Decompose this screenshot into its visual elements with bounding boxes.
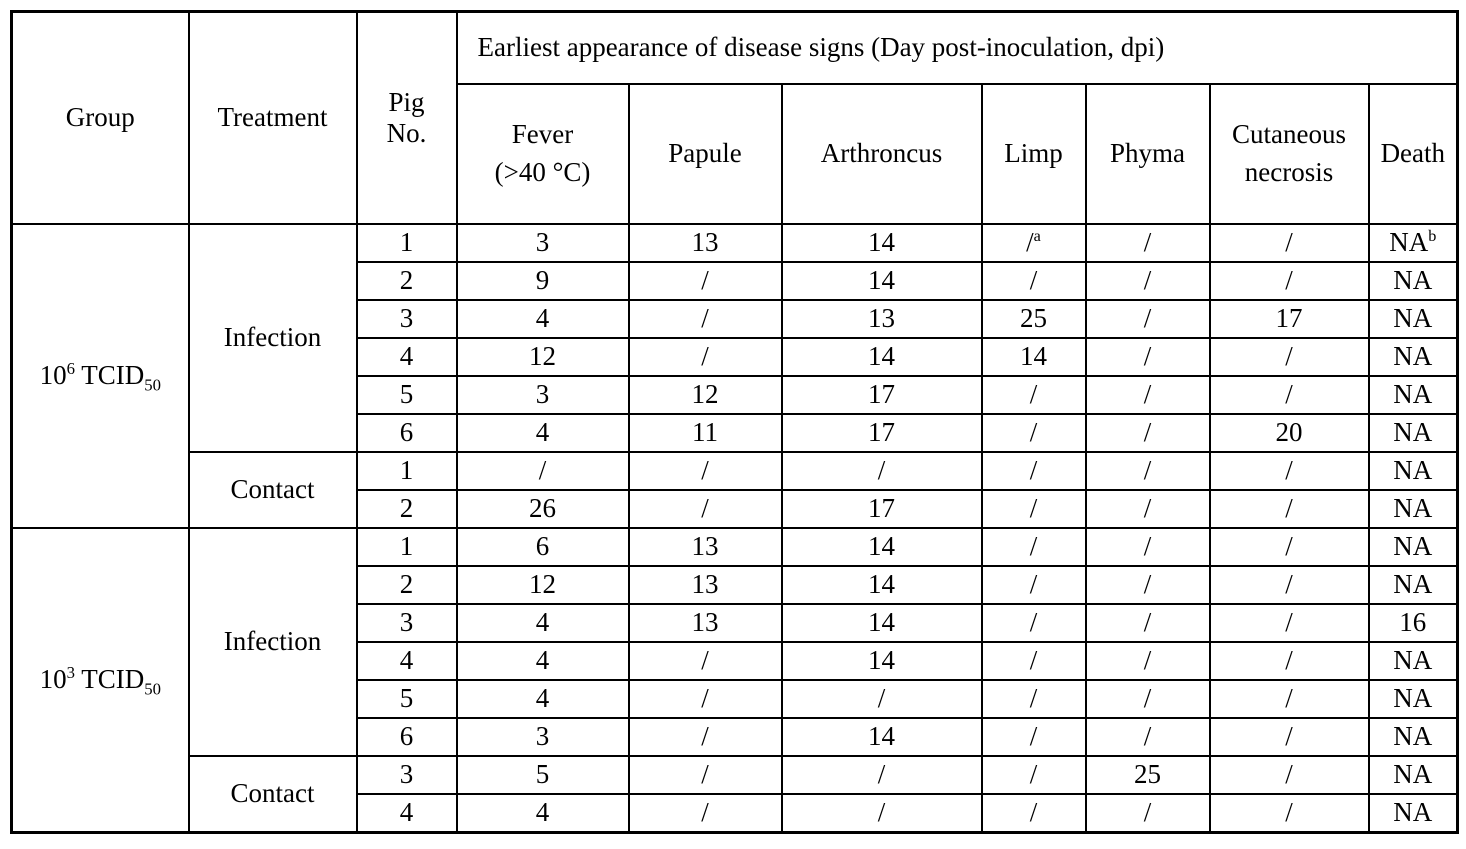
cell-fever: 4	[457, 642, 629, 680]
pig-no-cell: 5	[357, 376, 457, 414]
cell-phyma: /	[1086, 452, 1210, 490]
column-header-cutaneous-necrosis-line2: necrosis	[1244, 157, 1334, 187]
cell-phyma: /	[1086, 262, 1210, 300]
column-header-pig-no	[357, 12, 457, 225]
cell-limp: /	[982, 528, 1086, 566]
cell-phyma: /	[1086, 794, 1210, 833]
column-header-cutaneous-necrosis-line1: Cutaneous	[1232, 119, 1346, 150]
cell-fever: 12	[457, 338, 629, 376]
cell-papule: /	[629, 718, 782, 756]
cell-fever: 12	[457, 566, 629, 604]
footnote-marker-a: a	[1033, 227, 1041, 246]
cell-phyma: /	[1086, 338, 1210, 376]
column-header-fever-line1: Fever	[511, 119, 574, 150]
cell-limp: /	[982, 376, 1086, 414]
cell-phyma: /	[1086, 490, 1210, 528]
cell-death: NA	[1369, 680, 1458, 718]
cell-papule: /	[629, 642, 782, 680]
cell-death: NA	[1369, 566, 1458, 604]
cell-death: NA	[1369, 642, 1458, 680]
column-header-limp-line1: Limp	[1004, 138, 1063, 169]
pig-no-cell: 3	[357, 756, 457, 794]
cell-death: NA	[1369, 300, 1458, 338]
cell-phyma: /	[1086, 414, 1210, 452]
column-header-fever	[457, 84, 629, 224]
cell-death: NA$^b$	[1369, 224, 1458, 262]
table-row	[12, 528, 1458, 566]
cell-phyma: /	[1086, 566, 1210, 604]
group-label-exponent: 3	[66, 663, 75, 683]
cell-papule: /	[629, 338, 782, 376]
cell-phyma: 25	[1086, 756, 1210, 794]
cell-fever: 4	[457, 604, 629, 642]
group-cell	[12, 528, 189, 833]
table-row	[12, 756, 1458, 794]
cell-limp: /	[982, 642, 1086, 680]
cell-arthroncus: 14	[782, 262, 982, 300]
cell-cutaneous-necrosis: /	[1210, 718, 1369, 756]
cell-limp: /	[982, 718, 1086, 756]
pig-no-line2: No.	[386, 118, 427, 148]
cell-limp: /	[982, 452, 1086, 490]
treatment-cell: Contact	[189, 452, 357, 528]
pig-no-cell: 6	[357, 414, 457, 452]
cell-papule: 12	[629, 376, 782, 414]
cell-fever: 5	[457, 756, 629, 794]
cell-death: NA	[1369, 794, 1458, 833]
cell-death: 16	[1369, 604, 1458, 642]
column-header-treatment: Treatment	[189, 12, 357, 225]
pig-no-cell: 2	[357, 490, 457, 528]
pig-no-cell: 2	[357, 566, 457, 604]
group-cell	[12, 224, 189, 528]
cell-arthroncus: 14	[782, 224, 982, 262]
cell-cutaneous-necrosis: /	[1210, 262, 1369, 300]
cell-fever: 3	[457, 376, 629, 414]
cell-arthroncus: 14	[782, 566, 982, 604]
pig-no-cell: 4	[357, 642, 457, 680]
table-row	[12, 452, 1458, 490]
cell-phyma: /	[1086, 680, 1210, 718]
pig-no-cell: 3	[357, 604, 457, 642]
cell-cutaneous-necrosis: 17	[1210, 300, 1369, 338]
pig-no-cell: 4	[357, 794, 457, 833]
cell-fever: 4	[457, 794, 629, 833]
pig-no-cell: 2	[357, 262, 457, 300]
cell-death: NA	[1369, 756, 1458, 794]
cell-arthroncus: /	[782, 680, 982, 718]
span-title: Earliest appearance of disease signs (Day post-inoculation, dpi)	[457, 12, 1458, 85]
cell-limp: /	[982, 680, 1086, 718]
pig-no-cell: 1	[357, 224, 457, 262]
column-header-phyma	[1086, 84, 1210, 224]
cell-limp: /	[982, 566, 1086, 604]
cell-fever: 3	[457, 718, 629, 756]
cell-arthroncus: 14	[782, 528, 982, 566]
cell-death: NA	[1369, 262, 1458, 300]
cell-papule: /	[629, 490, 782, 528]
cell-papule: /	[629, 300, 782, 338]
cell-arthroncus: 14	[782, 718, 982, 756]
group-label-subscript: 50	[144, 679, 161, 699]
pig-no-cell: 1	[357, 528, 457, 566]
pig-no-cell: 1	[357, 452, 457, 490]
cell-limp: /	[982, 794, 1086, 833]
cell-arthroncus: 17	[782, 376, 982, 414]
cell-papule: /	[629, 452, 782, 490]
cell-phyma: /	[1086, 718, 1210, 756]
column-header-papule-line1: Papule	[668, 138, 742, 169]
pig-no-line1: Pig	[388, 86, 425, 117]
cell-phyma: /	[1086, 224, 1210, 262]
footnote-marker-b: b	[1428, 227, 1437, 246]
cell-arthroncus: 13	[782, 300, 982, 338]
cell-cutaneous-necrosis: /	[1210, 452, 1369, 490]
table-row	[12, 224, 1458, 262]
cell-phyma: /	[1086, 300, 1210, 338]
cell-fever: 26	[457, 490, 629, 528]
cell-fever: 4	[457, 680, 629, 718]
column-header-death	[1369, 84, 1458, 224]
cell-papule: /	[629, 794, 782, 833]
cell-phyma: /	[1086, 642, 1210, 680]
column-header-cutaneous-necrosis	[1210, 84, 1369, 224]
cell-arthroncus: 17	[782, 414, 982, 452]
cell-limp: /	[982, 414, 1086, 452]
cell-fever: 4	[457, 414, 629, 452]
group-label-exponent: 6	[66, 359, 75, 379]
cell-phyma: /	[1086, 528, 1210, 566]
cell-fever: /	[457, 452, 629, 490]
cell-phyma: /	[1086, 376, 1210, 414]
disease-signs-table	[10, 10, 1459, 834]
group-label-base: 10	[39, 664, 67, 695]
column-header-arthroncus	[782, 84, 982, 224]
cell-arthroncus: 14	[782, 642, 982, 680]
cell-arthroncus: 14	[782, 604, 982, 642]
cell-cutaneous-necrosis: /	[1210, 490, 1369, 528]
treatment-cell: Infection	[189, 224, 357, 452]
cell-arthroncus: 14	[782, 338, 982, 376]
cell-arthroncus: 17	[782, 490, 982, 528]
cell-cutaneous-necrosis: /	[1210, 376, 1369, 414]
cell-fever: 9	[457, 262, 629, 300]
cell-cutaneous-necrosis: /	[1210, 794, 1369, 833]
cell-papule: /	[629, 756, 782, 794]
treatment-cell: Infection	[189, 528, 357, 756]
group-label-base: 10	[39, 360, 67, 391]
cell-limp: /	[982, 262, 1086, 300]
column-header-arthroncus-line1: Arthroncus	[820, 138, 943, 169]
cell-death: NA	[1369, 452, 1458, 490]
column-header-death-line1: Death	[1380, 138, 1446, 169]
cell-cutaneous-necrosis: /	[1210, 604, 1369, 642]
cell-death: NA	[1369, 490, 1458, 528]
cell-fever: 4	[457, 300, 629, 338]
cell-papule: /	[629, 680, 782, 718]
pig-no-cell: 3	[357, 300, 457, 338]
column-header-group: Group	[12, 12, 189, 225]
pig-no-cell: 6	[357, 718, 457, 756]
cell-fever: 6	[457, 528, 629, 566]
pig-no-cell: 5	[357, 680, 457, 718]
cell-limp: /	[982, 490, 1086, 528]
cell-limp: /	[982, 756, 1086, 794]
cell-cutaneous-necrosis: /	[1210, 756, 1369, 794]
cell-cutaneous-necrosis: /	[1210, 224, 1369, 262]
column-header-limp	[982, 84, 1086, 224]
cell-papule: 13	[629, 604, 782, 642]
cell-papule: 13	[629, 528, 782, 566]
cell-cutaneous-necrosis: /	[1210, 566, 1369, 604]
cell-arthroncus: /	[782, 794, 982, 833]
cell-death: NA	[1369, 528, 1458, 566]
cell-phyma: /	[1086, 604, 1210, 642]
cell-cutaneous-necrosis: /	[1210, 338, 1369, 376]
cell-death: NA	[1369, 718, 1458, 756]
cell-arthroncus: /	[782, 756, 982, 794]
cell-cutaneous-necrosis: /	[1210, 528, 1369, 566]
treatment-cell: Contact	[189, 756, 357, 833]
cell-limp: /	[982, 604, 1086, 642]
column-header-phyma-line1: Phyma	[1109, 138, 1185, 169]
cell-cutaneous-necrosis: /	[1210, 680, 1369, 718]
cell-death: NA	[1369, 414, 1458, 452]
column-header-papule	[629, 84, 782, 224]
group-label-rest: TCID	[74, 360, 145, 391]
cell-fever: 3	[457, 224, 629, 262]
header-row-top	[12, 12, 1458, 85]
cell-papule: 13	[629, 566, 782, 604]
group-label-rest: TCID	[74, 664, 145, 695]
cell-papule: 13	[629, 224, 782, 262]
cell-death: NA	[1369, 338, 1458, 376]
cell-cutaneous-necrosis: 20	[1210, 414, 1369, 452]
cell-limp: /$^a$	[982, 224, 1086, 262]
cell-cutaneous-necrosis: /	[1210, 642, 1369, 680]
pig-no-cell: 4	[357, 338, 457, 376]
cell-limp: 14	[982, 338, 1086, 376]
cell-papule: /	[629, 262, 782, 300]
cell-limp: 25	[982, 300, 1086, 338]
column-header-fever-line2: (>40 °C)	[494, 157, 591, 187]
group-label-subscript: 50	[144, 375, 161, 395]
cell-arthroncus: /	[782, 452, 982, 490]
cell-death: NA	[1369, 376, 1458, 414]
cell-papule: 11	[629, 414, 782, 452]
